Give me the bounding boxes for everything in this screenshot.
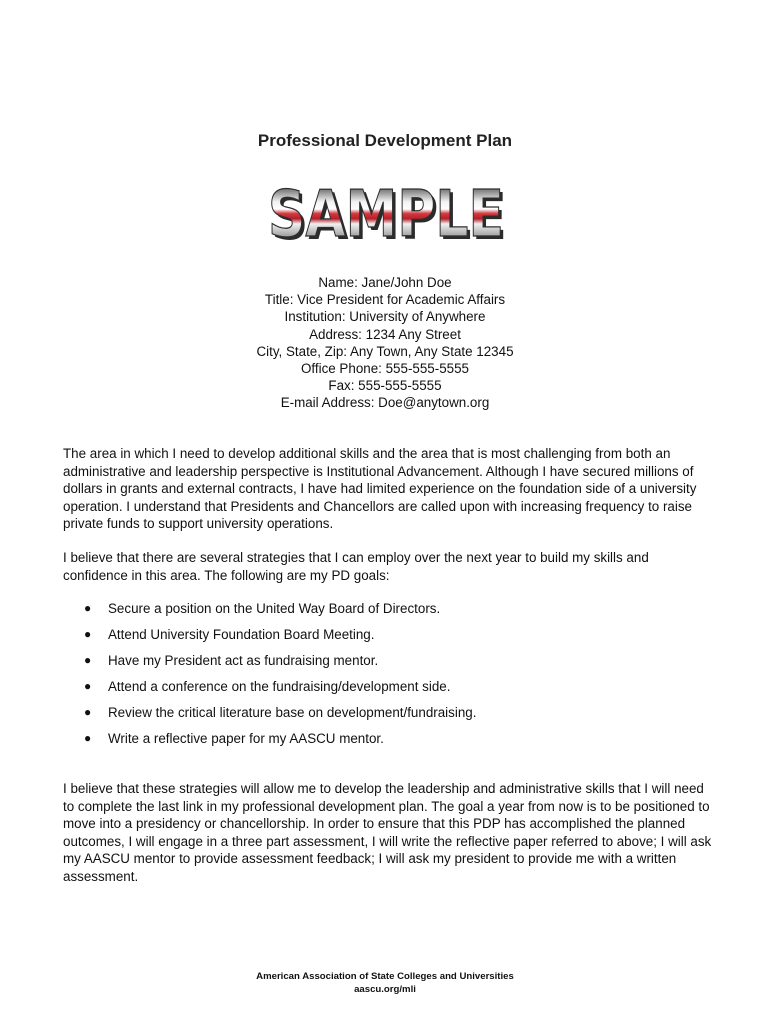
goal-text: Have my President act as fundraising mentor. (108, 653, 379, 668)
contact-city: City, State, Zip: Any Town, Any State 12345 (256, 343, 514, 359)
list-item (84, 704, 704, 730)
contact-address: Address: 1234 Any Street (309, 326, 461, 342)
list-item (84, 626, 704, 652)
list-item (84, 600, 704, 626)
bullet-icon: ● (84, 705, 92, 719)
contact-institution: Institution: University of Anywhere (284, 309, 486, 325)
goal-text: Write a reflective paper for my AASCU mentor. (108, 731, 384, 746)
bullet-icon: ● (84, 601, 92, 615)
bullet-icon: ● (84, 731, 92, 745)
goal-text: Attend University Foundation Board Meeting. (108, 627, 375, 642)
sample-watermark-text: SAMPLE (268, 178, 504, 246)
paragraph-intro: The area in which I need to develop additional skills and the area that is most challenging from both an administrative and leadership perspective is Institutional Advancement. Although I have secured millions of dollars in grants and external contracts, I have had limited experience on the foundation side of a university operation. I understand that Presidents and Chancellors are called upon with increasing frequency to raise private funds to support university operations. (63, 446, 697, 532)
footer-org: American Association of State Colleges and Universities (256, 971, 514, 982)
contact-block (0, 274, 770, 412)
document-title: Professional Development Plan (257, 131, 513, 150)
contact-fax: Fax: 555-555-5555 (328, 378, 442, 394)
sample-watermark (262, 176, 510, 246)
goal-text: Attend a conference on the fundraising/development side. (108, 679, 451, 694)
contact-email: E-mail Address: Doe@anytown.org (280, 395, 490, 411)
bullet-icon: ● (84, 679, 92, 693)
list-item (84, 652, 704, 678)
goal-text: Review the critical literature base on development/fundraising. (108, 705, 477, 720)
list-item (84, 678, 704, 704)
bullet-icon: ● (84, 627, 92, 641)
paragraph-assessment: I believe that these strategies will allow me to develop the leadership and administrative skills that I will need to complete the last link in my professional development plan. The goal a year from now is to be positioned to move into a presidency or chancellorship. In order to ensure that this PDP has accomplished the planned outcomes, I will engage in a three part assessment, I will write the reflective paper referred to above; I will ask my AASCU mentor to provide assessment feedback; I will ask my president to provide me with a written assessment. (63, 781, 712, 884)
contact-title: Title: Vice President for Academic Affairs (264, 292, 506, 308)
contact-name: Name: Jane/John Doe (318, 275, 452, 290)
goals-list (84, 600, 704, 756)
list-item (84, 730, 704, 756)
sample-watermark-shadow: SAMPLE (271, 181, 507, 246)
paragraph-strategies: I believe that there are several strategies that I can employ over the next year to build my skills and confidence in this area. The following are my PD goals: (63, 550, 649, 583)
goal-text: Secure a position on the United Way Board of Directors. (108, 601, 441, 616)
page-footer (0, 970, 770, 996)
footer-url: aascu.org/mli (354, 984, 416, 995)
contact-phone: Office Phone: 555-555-5555 (300, 361, 469, 377)
bullet-icon: ● (84, 653, 92, 667)
